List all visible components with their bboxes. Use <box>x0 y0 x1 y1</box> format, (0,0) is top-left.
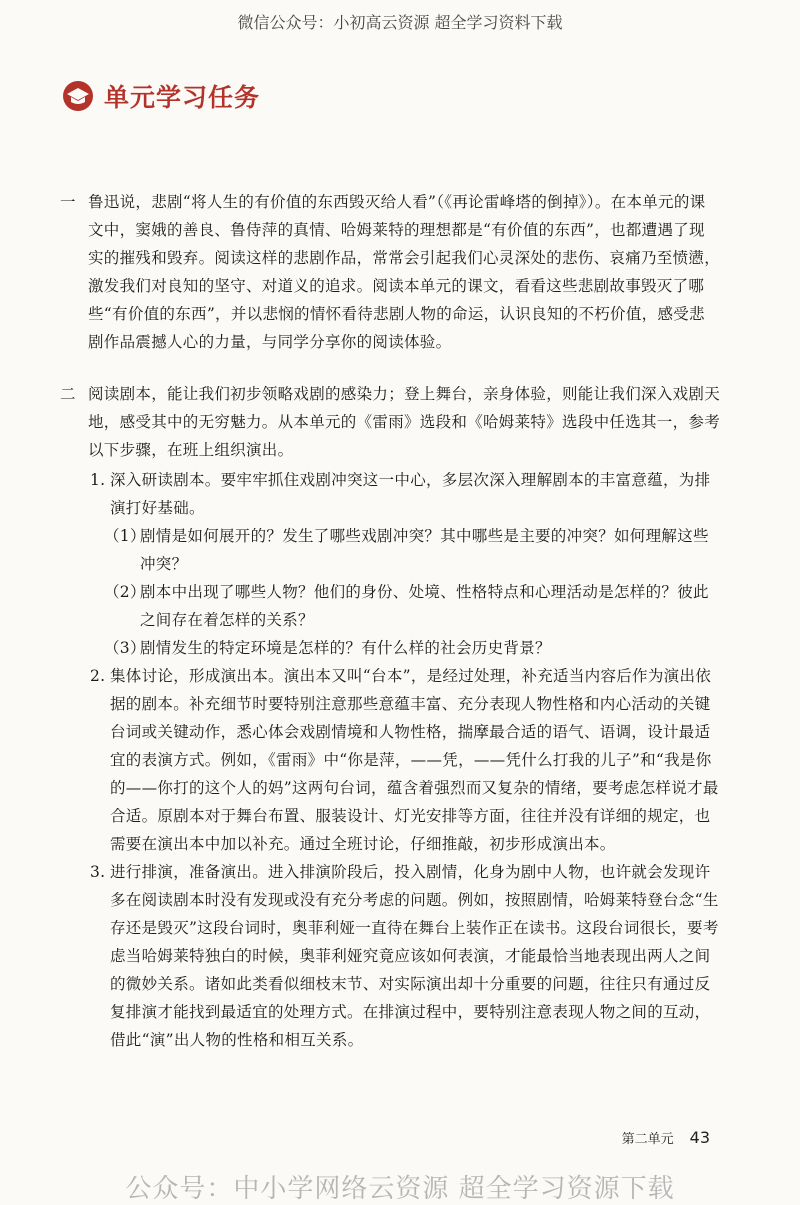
section-header <box>62 78 260 114</box>
step-3 <box>88 858 720 1054</box>
step-number: 3. <box>90 863 106 881</box>
bottom-watermark: 公众号：中小学网络云资源 超全学习资源下载 <box>125 1174 675 1204</box>
task-1 <box>60 188 720 356</box>
step-text: 集体讨论，形成演出本。演出本又叫“台本”，是经过处理，补充适当内容后作为演出依据的剧本。补充细节时要特别注意那些意蕴丰富、充分表现人物性格和内心活动的关键台词或关键动作，悉心体会戏剧情境和人物性格，揣摩最合适的语气、语调，设计最适宜的表演方式。例如，《雷雨》中“你是萍，——凭，——凭什么打我的儿子”和“我是你的——你打的这个人的妈”这两句台词，蕴含着强烈而又复杂的情绪，要考虑怎样说才最合适。原剧本对于舞台布置、服装设计、灯光安排等方面，往往并没有详细的规定，也需要在演出本中加以补充。通过全班讨论，仔细推敲，初步形成演出本。 <box>110 667 719 853</box>
task-text: 鲁迅说，悲剧“将人生的有价值的东西毁灭给人看”（《再论雷峰塔的倒掉》）。在本单元的课文中，窦娥的善良、鲁侍萍的真情、哈姆莱特的理想都是“有价值的东西”，也都遭遇了现实的摧残和毁弃。阅读这样的悲剧作品，常常会引起我们心灵深处的悲伤、哀痛乃至愤懑，激发我们对良知的坚守、对道义的追求。阅读本单元的课文，看看这些悲剧故事毁灭了哪些“有价值的东西”，并以悲悯的情怀看待悲剧人物的命运，认识良知的不朽价值，感受悲剧作品震撼人心的力量，与同学分享你的阅读体验。 <box>88 193 721 351</box>
page-number: 43 <box>689 1128 710 1147</box>
top-banner: 微信公众号：小初高云资源 超全学习资料下载 <box>237 13 563 32</box>
graduation-cap-icon <box>62 80 94 112</box>
sub-question-number: （1） <box>104 527 146 545</box>
sub-question-3 <box>104 634 720 662</box>
sub-question-1 <box>104 522 720 578</box>
unit-label: 第二单元 <box>621 1132 674 1147</box>
step-text: 深入研读剧本。要牢牢抓住戏剧冲突这一中心，多层次深入理解剧本的丰富意蕴，为排演打好基础。 <box>110 471 711 517</box>
task-number: 二 <box>60 385 76 403</box>
page-footer <box>622 1128 710 1147</box>
sub-question-text: 剧情发生的特定环境是怎样的？有什么样的社会历史背景？ <box>140 639 551 657</box>
task-number: 一 <box>60 193 76 211</box>
task-list <box>60 188 720 1054</box>
section-title: 单元学习任务 <box>104 83 261 112</box>
task-text: 阅读剧本，能让我们初步领略戏剧的感染力；登上舞台，亲身体验，则能让我们深入戏剧天地，感受其中的无穷魅力。从本单元的《雷雨》选段和《哈姆莱特》选段中任选其一，参考以下步骤，在班上组织演出。 <box>88 385 721 459</box>
sub-question-list <box>104 522 720 662</box>
step-1 <box>88 466 720 662</box>
sub-question-number: （3） <box>104 639 146 657</box>
step-number: 2. <box>90 667 106 685</box>
task-2 <box>60 380 720 1054</box>
step-number: 1. <box>90 471 106 489</box>
sub-question-number: （2） <box>104 583 146 601</box>
step-list <box>88 466 720 1054</box>
step-2 <box>88 662 720 858</box>
sub-question-2 <box>104 578 720 634</box>
step-text: 进行排演，准备演出。进入排演阶段后，投入剧情，化身为剧中人物，也许就会发现许多在阅读剧本时没有发现或没有充分考虑的问题。例如，按照剧情，哈姆莱特登台念“生存还是毁灭”这段台词时，奥菲利娅一直待在舞台上装作正在读书。这段台词很长，要考虑当哈姆莱特独白的时候，奥菲利娅究竟应该如何表演，才能最恰当地表现出两人之间的微妙关系。诸如此类看似细枝末节、对实际演出却十分重要的问题，往往只有通过反复排演才能找到最适宜的处理方式。在排演过程中，要特别注意表现人物之间的互动，借此“演”出人物的性格和相互关系。 <box>110 863 719 1049</box>
sub-question-text: 剧情是如何展开的？发生了哪些戏剧冲突？其中哪些是主要的冲突？如何理解这些冲突？ <box>140 527 709 573</box>
sub-question-text: 剧本中出现了哪些人物？他们的身份、处境、性格特点和心理活动是怎样的？彼此之间存在着怎样的关系？ <box>140 583 709 629</box>
